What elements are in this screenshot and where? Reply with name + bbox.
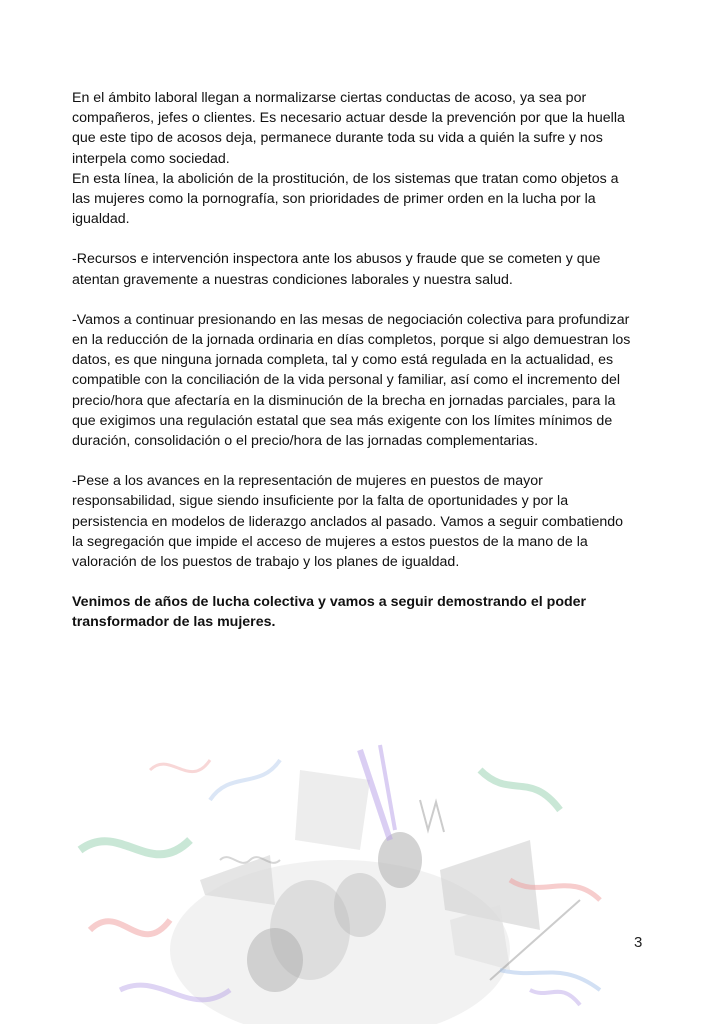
- decorative-collage-illustration: [60, 730, 620, 1024]
- text-line: atentan gravemente a nuestras condiciones laborales y nuestra salud.: [72, 271, 513, 288]
- text-line: En esta línea, la abolición de la prostitución, de los sistemas que tratan como objetos a: [72, 170, 619, 187]
- text-line: transformador de las mujeres.: [72, 614, 276, 631]
- text-line: En el ámbito laboral llegan a normalizarse ciertas conductas de acoso, ya sea por: [72, 90, 587, 106]
- paragraph-representacion: [72, 471, 652, 572]
- text-line: las mujeres como la pornografía, son prioridades de primer orden en la lucha por la: [72, 191, 596, 208]
- text-line: que exigimos una regulación estatal que sea más exigente con los límites mínimos de: [72, 412, 613, 429]
- document-body: [72, 88, 652, 653]
- text-line: compatible con la conciliación de la vida personal y familiar, así como el incremento del: [72, 372, 621, 389]
- text-line: que este tipo de acosos deja, permanece durante toda su vida a quién la sufre y nos: [72, 130, 603, 147]
- text-line: Venimos de años de lucha colectiva y vamos a seguir demostrando el poder: [72, 594, 587, 611]
- text-line: valoración de los puestos de trabajo y los planes de igualdad.: [72, 554, 460, 571]
- paragraph-conclusion: [72, 592, 652, 632]
- page-number: 3: [634, 934, 643, 951]
- text-line: -Recursos e intervención inspectora ante los abusos y fraude que se cometen y que: [72, 251, 601, 268]
- text-line: la segregación que impide el acceso de mujeres a estos puestos de la mano de la: [72, 533, 588, 550]
- text-line: -Vamos a continuar presionando en las mesas de negociación colectiva para profundizar: [72, 311, 630, 328]
- text-line: responsabilidad, sigue siendo insuficiente por la falta de oportunidades y por la: [72, 493, 569, 510]
- text-line: duración, consolidación o el precio/hora de las jornadas complementarias.: [72, 433, 539, 450]
- text-line: igualdad.: [72, 211, 130, 228]
- paragraph-negociacion: [72, 310, 652, 451]
- text-line: persistencia en modelos de liderazgo anclados al pasado. Vamos a seguir combatiendo: [72, 513, 624, 530]
- paragraph-acoso: [72, 88, 652, 229]
- paragraph-recursos: [72, 249, 652, 289]
- text-line: interpela como sociedad.: [72, 150, 230, 167]
- text-line: compañeros, jefes o clientes. Es necesario actuar desde la prevención por que la huella: [72, 110, 625, 127]
- text-line: en la reducción de la jornada ordinaria en días completos, porque si algo demuestran los: [72, 332, 631, 349]
- text-line: datos, es que ninguna jornada completa, tal y como está regulada en la actualidad, es: [72, 352, 614, 369]
- text-line: -Pese a los avances en la representación de mujeres en puestos de mayor: [72, 473, 543, 490]
- text-line: precio/hora que afectaría en la disminución de la brecha en jornadas parciales, para la: [72, 392, 616, 409]
